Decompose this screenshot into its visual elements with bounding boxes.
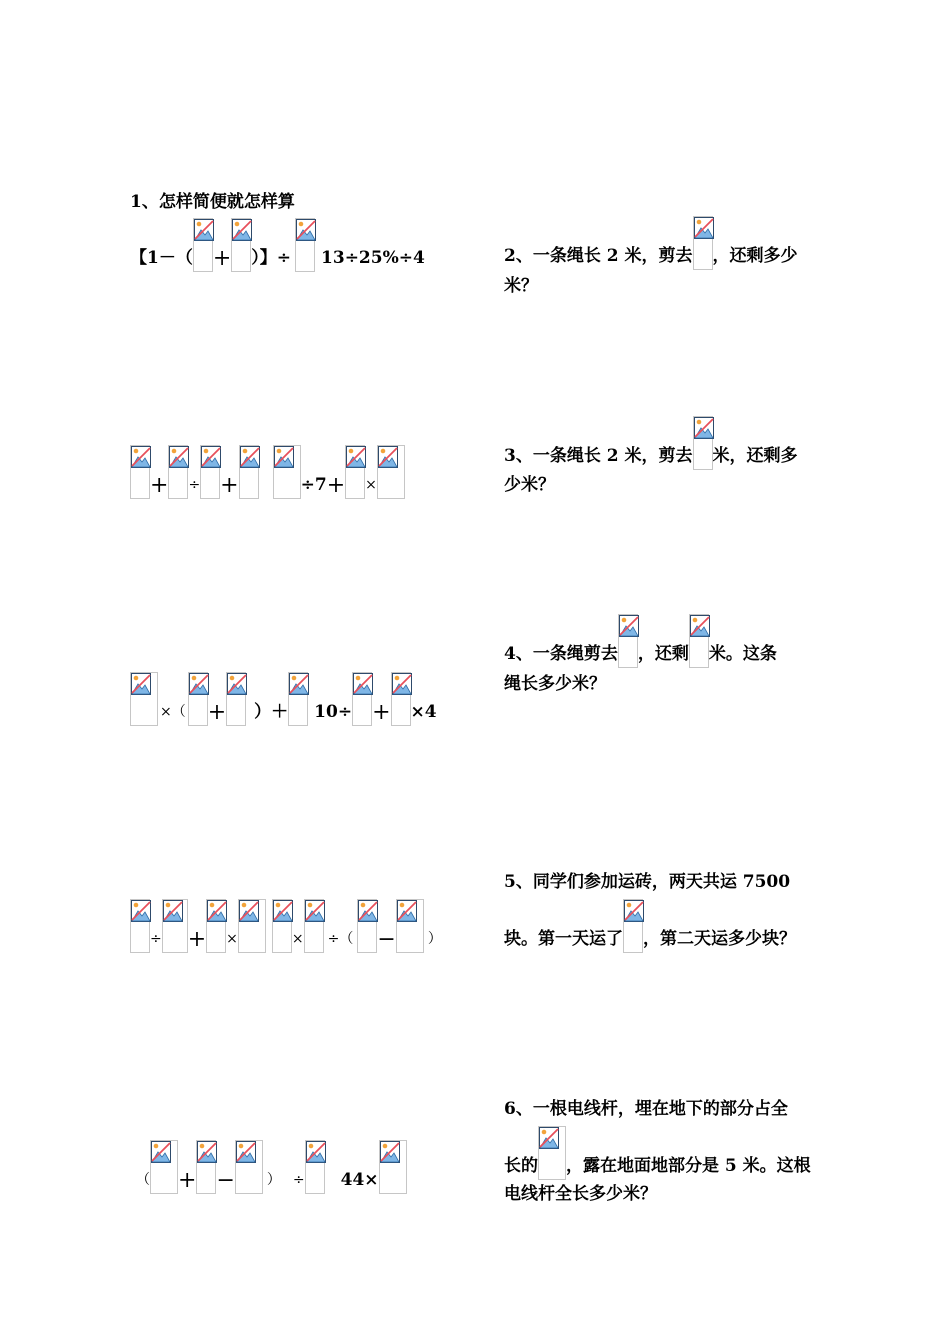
broken-image-glyph	[163, 900, 183, 922]
q6-line-1	[504, 1099, 788, 1123]
q1-title: 1、怎样简便就怎样算	[130, 192, 295, 212]
q3-text: 少米？	[504, 475, 555, 495]
broken-image-icon	[304, 899, 324, 953]
broken-image-icon	[693, 416, 713, 470]
broken-image-glyph	[619, 615, 639, 637]
q6-text: ，露在地面地部分是 5 米。这根	[566, 1156, 811, 1176]
broken-image-icon	[288, 672, 308, 726]
expr-text: ）＋	[254, 702, 289, 722]
broken-image-icon	[239, 445, 259, 499]
broken-image-glyph	[131, 673, 151, 695]
broken-image-glyph	[169, 446, 189, 468]
broken-image-glyph	[274, 446, 294, 468]
broken-image-glyph	[273, 900, 293, 922]
broken-image-icon	[235, 1140, 263, 1194]
q3-line-1	[504, 416, 798, 470]
broken-image-icon	[618, 614, 638, 668]
broken-image-glyph	[151, 1141, 171, 1163]
expr-text: ）	[266, 1172, 281, 1188]
q1-expression-5	[136, 1140, 407, 1194]
times-sign: ×	[226, 931, 238, 947]
broken-image-icon	[305, 1140, 325, 1194]
q5-text: 块。第一天运了	[504, 929, 623, 949]
broken-image-glyph	[240, 446, 260, 468]
q5-text: 5、同学们参加运砖，两天共运 7500	[504, 872, 791, 892]
broken-image-icon	[272, 899, 292, 953]
broken-image-glyph	[306, 1141, 326, 1163]
q5-text: ，第二天运多少块？	[643, 929, 796, 949]
broken-image-icon	[168, 445, 188, 499]
q4-text: 4、一条绳剪去	[504, 644, 618, 664]
broken-image-glyph	[358, 900, 378, 922]
broken-image-glyph	[296, 219, 316, 241]
broken-image-icon	[396, 899, 424, 953]
expr-text: 13÷25%÷4	[321, 248, 425, 268]
broken-image-glyph	[207, 900, 227, 922]
broken-image-icon	[357, 899, 377, 953]
broken-image-glyph	[624, 900, 644, 922]
broken-image-icon	[273, 445, 301, 499]
q2-text: 米？	[504, 276, 538, 296]
expr-text: ）】÷	[251, 248, 292, 268]
q4-text: 绳长多少米？	[504, 674, 606, 694]
q6-text: 6、一根电线杆，埋在地下的部分占全	[504, 1099, 788, 1119]
broken-image-glyph	[346, 446, 366, 468]
broken-image-icon	[188, 672, 208, 726]
broken-image-glyph	[353, 673, 373, 695]
broken-image-icon	[689, 614, 709, 668]
broken-image-icon	[377, 445, 405, 499]
broken-image-icon	[391, 672, 411, 726]
broken-image-icon	[130, 672, 158, 726]
broken-image-icon	[162, 899, 188, 953]
plus-sign: +	[187, 927, 207, 952]
broken-image-icon	[226, 672, 246, 726]
expr-text: ×4	[410, 702, 437, 722]
expr-text: 10÷	[314, 702, 353, 722]
broken-image-glyph	[694, 417, 714, 439]
plus-sign: +	[212, 246, 232, 271]
broken-image-glyph	[539, 1127, 559, 1149]
minus-sign: −	[377, 927, 396, 952]
broken-image-glyph	[397, 900, 417, 922]
q6-line-2	[504, 1126, 811, 1180]
expr-text: 44×	[340, 1170, 379, 1190]
broken-image-icon	[345, 445, 365, 499]
expr-text: ×（	[160, 704, 186, 720]
broken-image-glyph	[232, 219, 252, 241]
expr-text: ÷7	[300, 475, 327, 495]
broken-image-icon	[130, 445, 150, 499]
broken-image-glyph	[197, 1141, 217, 1163]
plus-sign: +	[178, 1168, 197, 1193]
times-sign: ×	[365, 477, 377, 493]
broken-image-glyph	[690, 615, 710, 637]
q5-line-1	[504, 872, 790, 896]
q4-line-1	[504, 614, 777, 668]
q3-line-2	[504, 475, 555, 499]
plus-sign: +	[220, 473, 239, 498]
q1-expression-4	[130, 899, 442, 953]
broken-image-icon	[196, 1140, 216, 1194]
broken-image-glyph	[392, 673, 412, 695]
q2-text: 2、一条绳长 2 米，剪去	[504, 246, 693, 266]
broken-image-icon	[693, 216, 713, 270]
broken-image-glyph	[131, 446, 151, 468]
broken-image-icon	[206, 899, 226, 953]
minus-sign: −	[216, 1168, 235, 1193]
plus-sign: +	[372, 700, 391, 725]
q6-line-3	[504, 1184, 657, 1208]
broken-image-glyph	[694, 217, 714, 239]
q1-expression-3	[130, 672, 437, 726]
q1-expression-1	[130, 218, 425, 272]
broken-image-glyph	[201, 446, 221, 468]
q6-text: 电线杆全长多少米？	[504, 1184, 657, 1204]
plus-sign: +	[150, 473, 169, 498]
plus-sign: +	[326, 473, 346, 498]
q2-line-1	[504, 216, 798, 270]
broken-image-icon	[379, 1140, 407, 1194]
broken-image-glyph	[380, 1141, 400, 1163]
q4-text: ，还剩	[637, 644, 689, 664]
broken-image-icon	[193, 218, 213, 272]
broken-image-glyph	[131, 900, 151, 922]
broken-image-glyph	[227, 673, 247, 695]
q5-line-2	[504, 899, 796, 953]
expr-text: ）	[427, 931, 442, 947]
plus-sign: +	[207, 700, 227, 725]
q4-text: 米。这条	[708, 644, 777, 664]
expr-text: 【1－（	[130, 248, 193, 268]
q6-text: 长的	[504, 1156, 538, 1176]
broken-image-glyph	[289, 673, 309, 695]
broken-image-icon	[130, 899, 150, 953]
broken-image-icon	[295, 218, 315, 272]
q2-line-2	[504, 276, 538, 300]
times-sign: ×	[291, 931, 304, 947]
q2-text: ，还剩多少	[712, 246, 798, 266]
broken-image-glyph	[236, 1141, 256, 1163]
broken-image-icon	[150, 1140, 178, 1194]
broken-image-icon	[538, 1126, 566, 1180]
divide-sign: ÷	[292, 1172, 305, 1188]
q3-text: 米，还剩多	[712, 446, 798, 466]
expr-text: ÷（	[327, 931, 354, 947]
broken-image-glyph	[239, 900, 259, 922]
broken-image-icon	[238, 899, 266, 953]
divide-sign: ÷	[150, 931, 162, 947]
q4-line-2	[504, 674, 606, 698]
broken-image-glyph	[189, 673, 209, 695]
broken-image-icon	[623, 899, 643, 953]
q3-text: 3、一条绳长 2 米，剪去	[504, 446, 693, 466]
broken-image-glyph	[305, 900, 325, 922]
q1-expression-2	[130, 445, 405, 499]
broken-image-icon	[352, 672, 372, 726]
expr-text: （	[136, 1172, 150, 1188]
broken-image-glyph	[194, 219, 214, 241]
broken-image-glyph	[378, 446, 398, 468]
broken-image-icon	[231, 218, 251, 272]
broken-image-icon	[200, 445, 220, 499]
divide-sign: ÷	[188, 477, 201, 493]
